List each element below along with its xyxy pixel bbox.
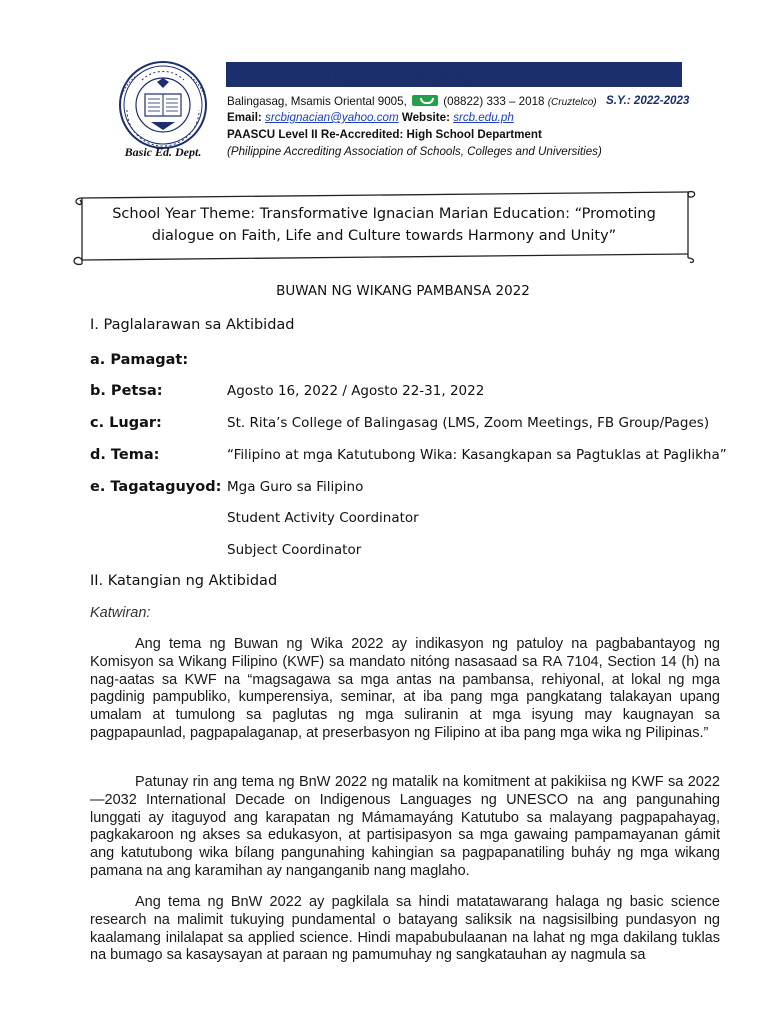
paragraph-2: Patunay rin ang tema ng BnW 2022 ng matalik na komitment at pakikiisa ng KWF sa 2022—2032 International Decade on Indigenous Languages ng UNESCO na ang pangunahing lunggati ay itaguyod ang karapatan ng Mámamayáng Katutubo sa malayang pagpapahayag, pagkakaroon ng akses sa edukasyon, at partisipasyon sa mga gawaing pampamayanan gámit ang katutubong wika bílang pangunahing kahingian sa pagpapanatiling buháy ng mga wikang pamana na ang karamihan ay nanganganib nang maglaho. xyxy=(90,774,720,879)
basic-ed-dept-label: Basic Ed. Dept. xyxy=(124,145,202,159)
address: Balingasag, Msamis Oriental 9005, xyxy=(227,95,407,108)
school-year: S.Y.: 2022-2023 xyxy=(606,94,690,107)
lugar-label: c. Lugar: xyxy=(90,415,162,431)
paragraph-3: Ang tema ng BnW 2022 ay pagkilala sa hindi matatawarang halaga ng basic science research na malimit tukuying pundamental o batayang saliksik na nagsisilbing pundasyon ng kaalamang inilalapat sa applied science. Hindi mapabubulaanan na lahat ng mga dakilang tuklas na bumago sa kasaysayan at paraan ng pamumuhay ng sangkatauhan ay nagmula sa xyxy=(90,894,720,964)
petsa-value: Agosto 16, 2022 / Agosto 22-31, 2022 xyxy=(227,383,485,399)
katwiran-label: Katwiran: xyxy=(90,605,151,621)
college-name: St. Rita’s College of Balingasag xyxy=(230,64,474,85)
theme-line-1: School Year Theme: Transformative Ignacian Marian Education: “Promoting xyxy=(112,206,656,222)
theme-line-2: dialogue on Faith, Life and Culture towards Harmony and Unity” xyxy=(151,228,617,244)
section-2-heading: II. Katangian ng Aktibidad xyxy=(90,573,278,589)
section-1-heading: I. Paglalarawan sa Aktibidad xyxy=(90,317,295,333)
phone-number: (08822) 333 – 2018 xyxy=(443,95,545,108)
contact-line xyxy=(227,110,514,126)
school-year-theme xyxy=(88,203,680,247)
email-label: Email: xyxy=(227,111,262,124)
tema-value: “Filipino at mga Katutubong Wika: Kasangkapan sa Pagtuklas at Paglikha” xyxy=(227,447,727,463)
tagataguyod-label: e. Tagataguyod: xyxy=(90,479,222,495)
pamagat-label: a. Pamagat: xyxy=(90,352,189,368)
tagataguyod-value-3: Subject Coordinator xyxy=(227,542,362,558)
address-line xyxy=(227,94,597,111)
lugar-value: St. Rita’s College of Balingasag (LMS, Zoom Meetings, FB Group/Pages) xyxy=(227,415,710,431)
website-link[interactable]: srcb.edu.ph xyxy=(453,111,514,124)
website-label: Website: xyxy=(401,111,450,124)
document-title: BUWAN NG WIKANG PAMBANSA 2022 xyxy=(276,283,530,299)
petsa-label: b. Petsa: xyxy=(90,383,163,399)
tagataguyod-value-2: Student Activity Coordinator xyxy=(227,510,419,526)
college-seal-logo xyxy=(107,60,219,150)
phone-icon xyxy=(412,95,438,106)
email-link[interactable]: srcbignacian@yahoo.com xyxy=(265,111,399,124)
paragraph-1: Ang tema ng Buwan ng Wika 2022 ay indikasyon ng patuloy na pagbabantayog ng Komisyon sa Wikang Filipino (KWF) sa mandato nitóng nasasaad sa RA 7104, Section 14 (h) na nag-aatas sa KWF na “magsagawa sa mga antas na pambansa, rehiyonal, at lokal ng mga pagdinig pampubliko, kumperensiya, seminar, at iba pang mga pangkatang talakayan upang umalam at tumulong sa paglutas ng mga suliranin at mga isyung may kaugnayan sa pagpapaunlad, pagpapalaganap, at preserbasyon ng Filipino at iba pang mga wika ng Pilipinas.” xyxy=(90,636,720,741)
phone-note: (Cruztelco) xyxy=(547,97,597,108)
tagataguyod-value-1: Mga Guro sa Filipino xyxy=(227,479,364,495)
paascu-full-name: (Philippine Accrediting Association of Schools, Colleges and Universities) xyxy=(227,145,602,158)
tema-label: d. Tema: xyxy=(90,447,160,463)
accreditation: PAASCU Level II Re-Accredited: High School Department xyxy=(227,128,542,141)
